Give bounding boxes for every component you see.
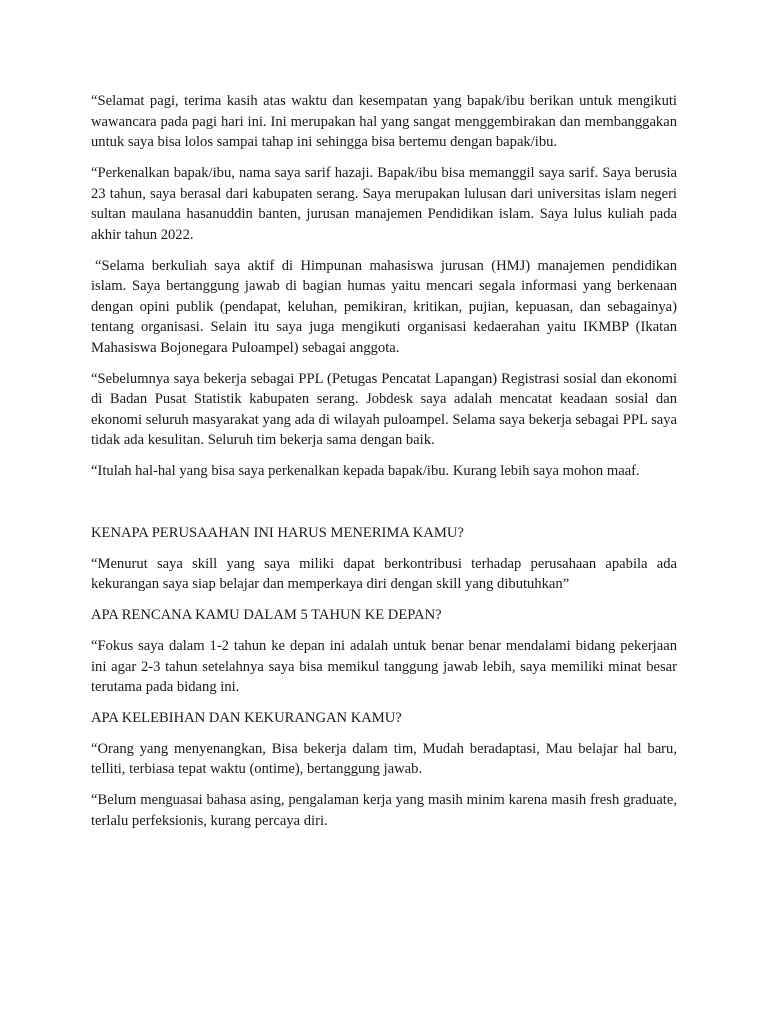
answer-weaknesses: “Belum menguasai bahasa asing, pengalaman kerja yang masih minim karena masih fresh graduate, terlalu perfeksionis, kurang percaya diri. [91, 792, 677, 829]
heading-five-year-plan: APA RENCANA KAMU DALAM 5 TAHUN KE DEPAN? [91, 607, 442, 624]
paragraph-organization-experience: “Selama berkuliah saya aktif di Himpunan mahasiswa jurusan (HMJ) manajemen pendidikan islam. Saya bertanggung jawab di bagian humas yaitu mencari segala informasi yang berkenaan dengan opini publik (pendapat, keluhan, pemikiran, kritikan, pujian, kepuasan, dan sebagainya) tentang organisasi. Selain itu saya juga mengikuti organisasi kedaerahan yaitu IKMBP (Ikatan Mahasiswa Bojonegara Puloampel) sebagai anggota. [91, 257, 677, 356]
answer-why-hire: “Menurut saya skill yang saya miliki dapat berkontribusi terhadap perusahaan apabila ada kekurangan saya siap belajar dan memperkaya diri dengan skill yang dibutuhkan” [91, 555, 677, 593]
document-body [91, 91, 677, 841]
paragraph-closing: “Itulah hal-hal yang bisa saya perkenalkan kepada bapak/ibu. Kurang lebih saya mohon maaf. [91, 463, 640, 480]
answer-five-year-plan: “Fokus saya dalam 1-2 tahun ke depan ini adalah untuk benar benar mendalami bidang pekerjaan ini agar 2-3 tahun setelahnya saya bisa memikul tanggung jawab lebih, saya memiliki minat besar terutama pada bidang ini. [91, 637, 677, 696]
heading-strengths-weaknesses: APA KELEBIHAN DAN KEKURANGAN KAMU? [91, 709, 402, 726]
section-spacer [91, 492, 677, 523]
paragraph-introduction: “Perkenalkan bapak/ibu, nama saya sarif hazaji. Bapak/ibu bisa memanggil saya sarif. Saya berusia 23 tahun, saya berasal dari kabupaten serang. Saya merupakan lulusan dari universitas islam negeri sultan maulana hasanuddin banten, jurusan manajemen Pendidikan islam. Saya lulus kuliah pada akhir tahun 2022. [91, 164, 677, 243]
paragraph-work-experience: “Sebelumnya saya bekerja sebagai PPL (Petugas Pencatat Lapangan) Registrasi sosial dan ekonomi di Badan Pusat Statistik kabupaten serang. Jobdesk saya adalah mencatat keadaan sosial dan ekonomi seluruh masyarakat yang ada di wilayah puloampel. Selama saya bekerja sebagai PPL saya tidak ada kesulitan. Seluruh tim bekerja sama dengan baik. [91, 370, 677, 449]
answer-strengths: “Orang yang menyenangkan, Bisa bekerja dalam tim, Mudah beradaptasi, Mau belajar hal baru, telliti, terbiasa tepat waktu (ontime), bertanggung jawab. [91, 740, 677, 778]
heading-why-hire: KENAPA PERUSAAHAN INI HARUS MENERIMA KAMU? [91, 525, 464, 542]
paragraph-greeting: “Selamat pagi, terima kasih atas waktu dan kesempatan yang bapak/ibu berikan untuk mengikuti wawancara pada pagi hari ini. Ini merupakan hal yang sangat menggembirakan dan membanggakan untuk saya bisa lolos sampai tahap ini sehingga bisa bertemu dengan bapak/ibu. [91, 93, 677, 151]
